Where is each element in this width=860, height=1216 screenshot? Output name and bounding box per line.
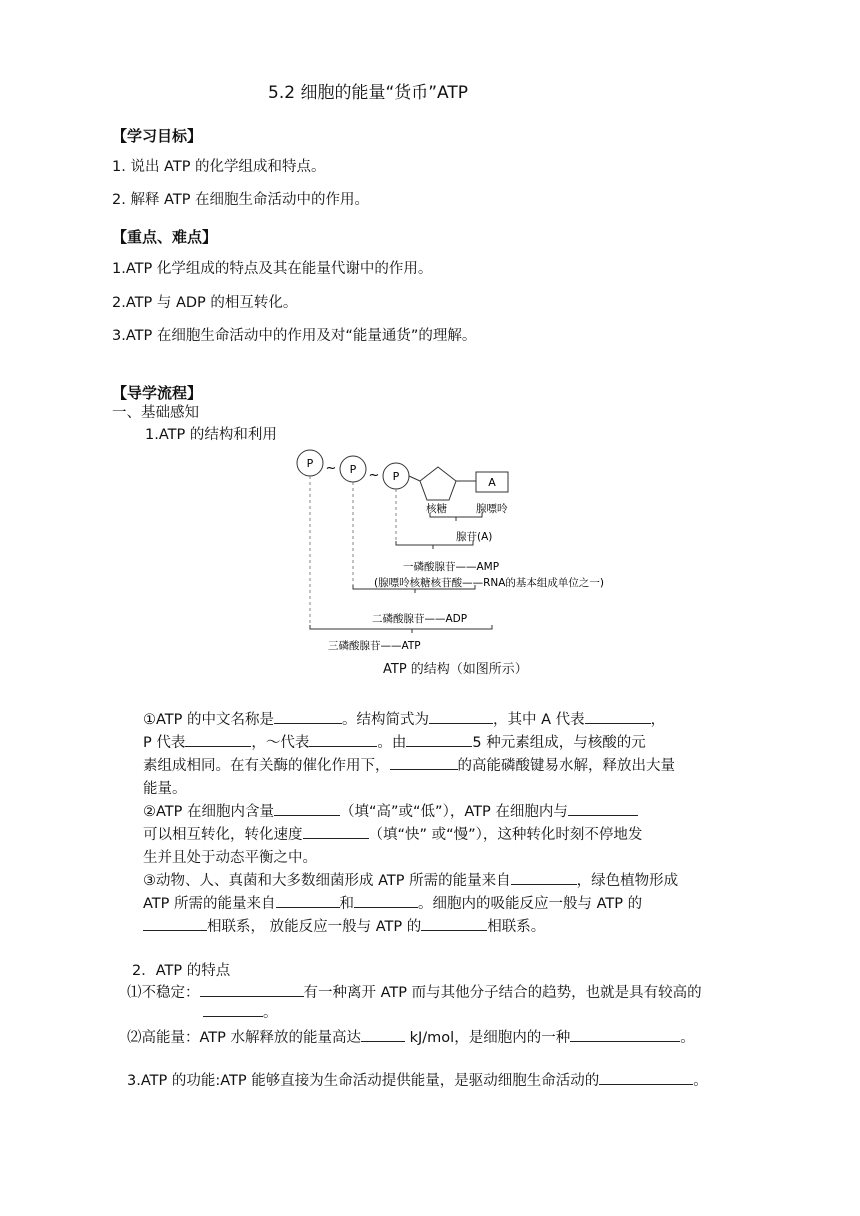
- objectives-heading: 【学习目标】: [112, 127, 203, 145]
- blank-exergonic-link[interactable]: [421, 916, 487, 931]
- p-label-1: P: [306, 457, 314, 470]
- amp-label: 一磷酸腺苷——AMP: [403, 561, 500, 573]
- blank-atp-name[interactable]: [274, 709, 342, 724]
- ribose-pentagon: [420, 467, 456, 500]
- blank-transfer-potential[interactable]: [203, 1002, 263, 1017]
- atp-function: 3.ATP 的功能:ATP 能够直接为生命活动提供能量，是驱动细胞生命活动的 。: [127, 1070, 708, 1093]
- page-title: 5.2 细胞的能量“货币”ATP: [268, 83, 468, 103]
- blank-endergonic-link[interactable]: [143, 916, 207, 931]
- question-1: ①ATP 的中文名称是 。结构简式为 ，其中 A 代表 ， P 代表 ，～代表 。由 5 种元素组成，与核酸的元 素组成相同。在有关酶的催化作用下， 的高能磷酸键易水解，释放出大量 能量。: [143, 709, 803, 801]
- blank-conversion-speed[interactable]: [303, 824, 369, 839]
- blank-direct-energy[interactable]: [599, 1070, 693, 1085]
- objective-item-1: 1. 说出 ATP 的化学组成和特点。: [112, 159, 326, 175]
- features-heading: 2．ATP 的特点: [132, 963, 231, 979]
- blank-structure-formula[interactable]: [429, 709, 493, 724]
- subsection-structure: 1.ATP 的结构和利用: [145, 427, 277, 443]
- question-2: ②ATP 在细胞内含量 （填“高”或“低”），ATP 在细胞内与 可以相互转化，转化速度 （填“快” 或“慢”），这种转化时刻不停地发 生并且处于动态平衡之中。: [143, 801, 803, 870]
- blank-compound-type[interactable]: [570, 1027, 680, 1042]
- blank-plant-energy-source-2[interactable]: [354, 893, 418, 908]
- key-point-item-1: 1.ATP 化学组成的特点及其在能量代谢中的作用。: [112, 261, 433, 277]
- adenine-label: 腺嘌呤: [476, 503, 508, 515]
- diagram-caption: ATP 的结构（如图所示）: [383, 662, 528, 677]
- atp-label: 三磷酸腺苷——ATP: [328, 640, 421, 652]
- adp-label: 二磷酸腺苷——ADP: [372, 613, 468, 625]
- blank-terminal-phosphate[interactable]: [200, 982, 304, 997]
- key-point-item-2: 2.ATP 与 ADP 的相互转化。: [112, 295, 298, 311]
- section-basic: 一、基础感知: [112, 405, 199, 421]
- adenosine-label: 腺苷(A): [456, 531, 493, 543]
- blank-plant-energy-source-1[interactable]: [276, 893, 340, 908]
- high-energy-bond-1: ~: [325, 461, 337, 476]
- key-point-item-3: 3.ATP 在细胞生命活动中的作用及对“能量通货”的理解。: [112, 328, 477, 344]
- feature-high-energy: ⑵高能量：ATP 水解释放的能量高达 kJ/mol，是细胞内的一种 。: [127, 1027, 695, 1050]
- blank-tilde-represents[interactable]: [309, 732, 377, 747]
- feature-unstable-cont: 。: [203, 1002, 278, 1025]
- key-points-heading: 【重点、难点】: [112, 228, 218, 246]
- ribose-label: 核糖: [426, 503, 447, 515]
- a-label: A: [488, 476, 496, 489]
- blank-p-represents[interactable]: [185, 732, 251, 747]
- blank-elements[interactable]: [406, 732, 472, 747]
- p-label-3: P: [392, 470, 400, 483]
- atp-structure-diagram: [290, 445, 605, 660]
- high-energy-bond-2: ~: [368, 468, 380, 483]
- blank-energy-value[interactable]: [361, 1027, 405, 1042]
- feature-unstable: ⑴不稳定： 有一种离开 ATP 而与其他分子结合的趋势，也就是具有较高的: [127, 982, 702, 1005]
- blank-content-level[interactable]: [274, 801, 340, 816]
- blank-interconvert-with[interactable]: [568, 801, 638, 816]
- blank-a-represents[interactable]: [585, 709, 651, 724]
- p-label-2: P: [349, 463, 357, 476]
- blank-animal-energy-source[interactable]: [511, 870, 577, 885]
- rna-note: (腺嘌呤核糖核苷酸——RNA的基本组成单位之一): [374, 577, 605, 589]
- objective-item-2: 2. 解释 ATP 在细胞生命活动中的作用。: [112, 192, 370, 208]
- flow-heading: 【导学流程】: [112, 384, 203, 402]
- blank-hydrolysis-bond[interactable]: [390, 755, 458, 770]
- question-3: ③动物、人、真菌和大多数细菌形成 ATP 所需的能量来自 ，绿色植物形成 ATP 所需的能量来自 和 。细胞内的吸能反应一般与 ATP 的 相联系， 放能反应一般与 ATP 的 相联系。: [143, 870, 803, 939]
